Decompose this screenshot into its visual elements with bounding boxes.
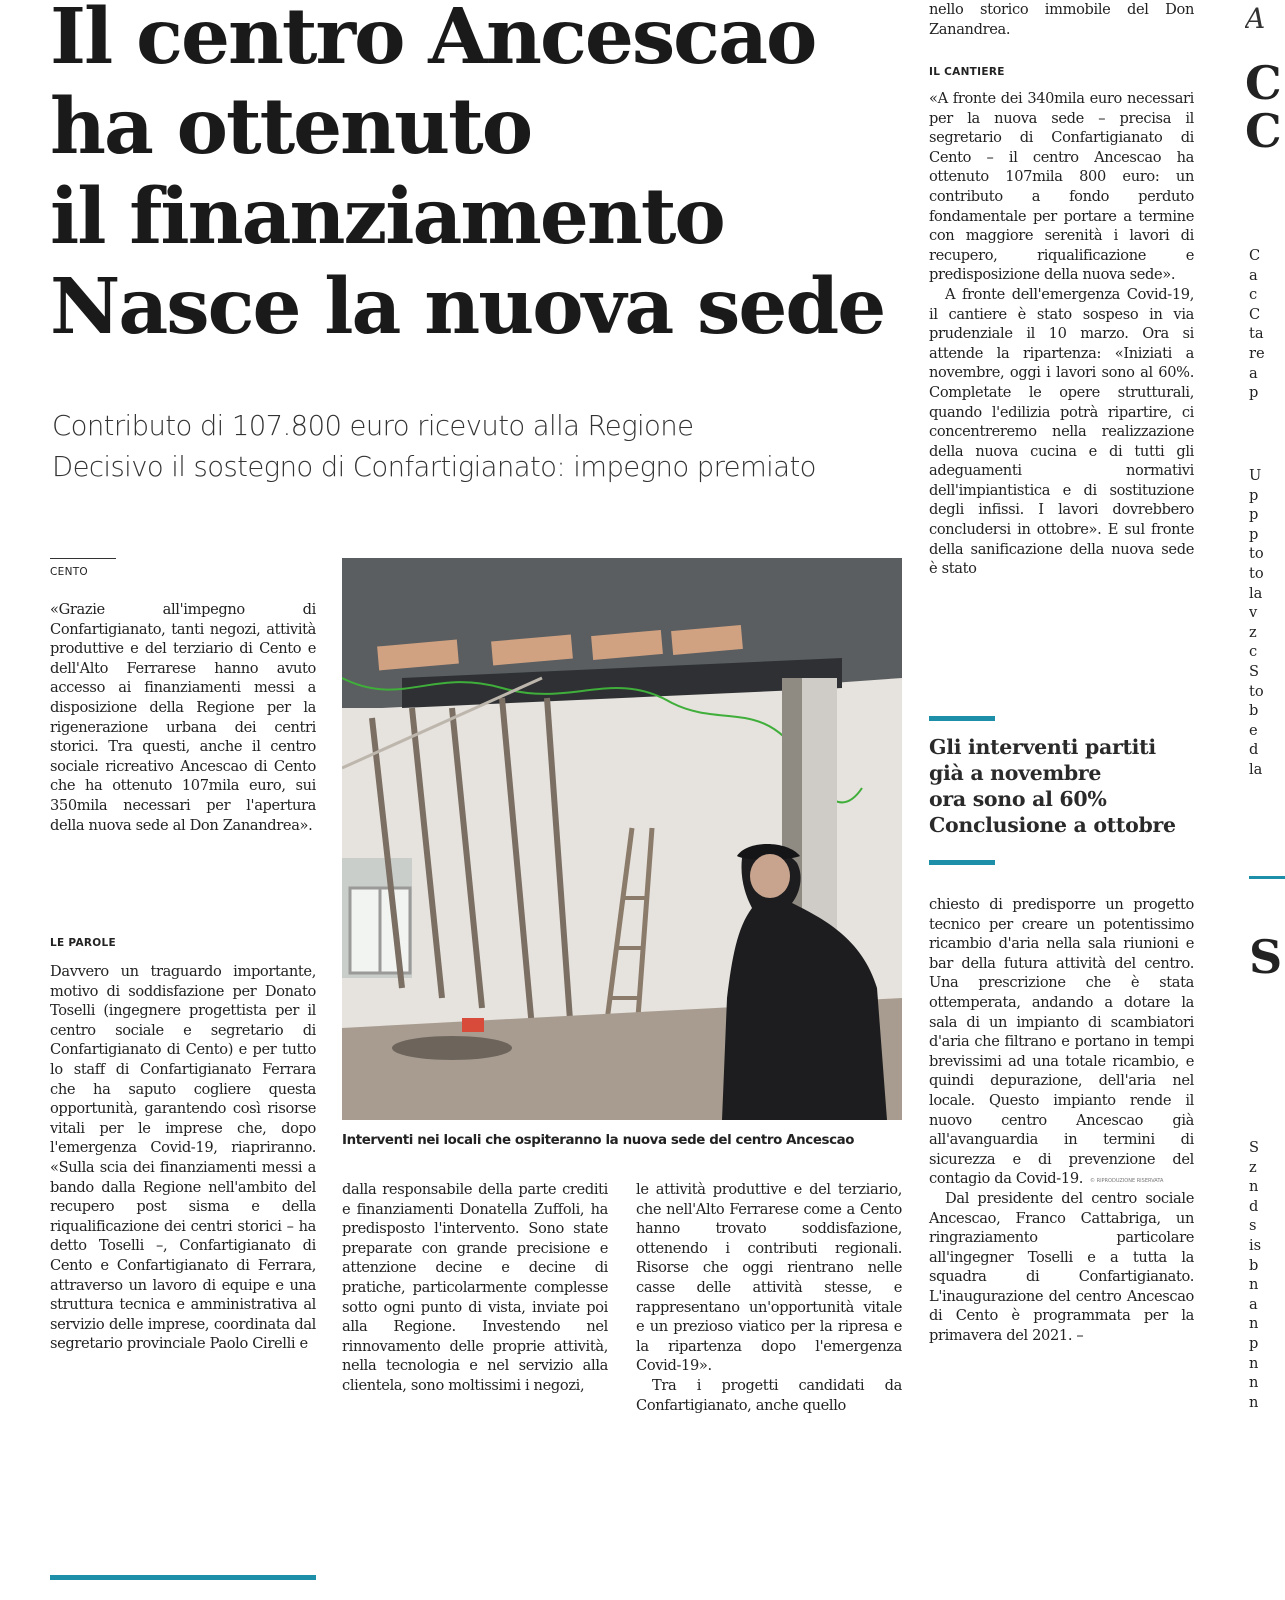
lead-paragraph: «Grazie all'impegno di Confartigianato, tanti negozi, attività produttive e del terziario di Cento e dell'Alto Ferrarese hanno avuto accesso ai finanziamenti messi a disposizione della Regione per la rigenerazione urbana dei centri storici. Tra questi, anche il centro sociale ricreativo Ancescao di Cento che ha ottenuto 107mila euro, sui 350mila necessari per l'apertura della nuova sede al Don Zanandrea». (50, 601, 316, 834)
copyright-credit: © RIPRODUZIONE RISERVATA (1090, 1178, 1164, 1184)
headline-line: Nasce la nuova sede (50, 262, 885, 352)
body-paragraph: nello storico immobile del Don Zanandrea. (929, 1, 1194, 38)
dateline: CENTO (50, 566, 88, 578)
pull-quote-rule-bottom (929, 860, 995, 865)
headline (50, 0, 920, 352)
pull-quote (929, 734, 1199, 838)
pull-quote-line: Gli interventi partiti (929, 735, 1156, 759)
headline-line: il finanziamento (50, 172, 724, 262)
neighbor-headline-fragment: C (1245, 104, 1282, 158)
section-kicker-il-cantiere: IL CANTIERE (929, 66, 1005, 78)
neighbor-column-fragment-b: U p p p to to la v z c S to b e d la (1249, 467, 1264, 778)
neighbor-headline-fragment: S (1249, 930, 1283, 984)
pull-quote-line: ora sono al 60% (929, 787, 1107, 811)
neighbor-column-fragment-a: C a c C ta re a p (1249, 247, 1265, 402)
neighbor-rule (1249, 876, 1285, 879)
body-paragraph: «A fronte dei 340mila euro necessari per la nuova sede – precisa il segretario di Confartigianato di Cento – il centro Ancescao ha ottenuto 107mila 800 euro: un contributo a fondo perduto fondamentale per portare a termine con maggiore serenità i lavori di recupero, riqualificazione e predisposizione della nuova sede». (929, 90, 1194, 284)
pull-quote-rule-top (929, 716, 995, 721)
body-paragraph: Dal presidente del centro sociale Ancescao, Franco Cattabriga, un ringraziamento particolare all'ingegner Toselli e a tutta la squadra di Confartigianato. L'inaugurazione del centro Ancescao di Cento è programmata per la primavera del 2021. – (929, 1189, 1194, 1345)
column-4-top (929, 0, 1194, 39)
subheadline-line: Decisivo il sostegno di Confartigianato: impegno premiato (52, 451, 816, 483)
body-paragraph: Tra i progetti candidati da Confartigianato, anche quello (636, 1376, 902, 1414)
column-3 (636, 1180, 902, 1415)
dateline-rule (50, 558, 116, 559)
article-photo (342, 558, 902, 1120)
column-2 (342, 1180, 608, 1396)
section-kicker-le-parole: LE PAROLE (50, 937, 116, 949)
neighbor-column-fragment-c: S z n d s is b n a n p n n n (1249, 1139, 1262, 1411)
body-paragraph: Davvero un traguardo importante, motivo di soddisfazione per Donato Toselli (ingegnere progettista per il centro sociale e segretario di Confartigianato di Cento) e per tutto lo staff di Confartigianato Ferrara che ha saputo cogliere questa opportunità, garantendo così risorse vitali per le imprese che, dopo l'emergenza Covid-19, riapriranno. «Sulla scia dei finanziamenti messi a bando dalla Regione nell'ambito del recupero post sisma e della riqualificazione dei centri storici – ha detto Toselli –, Confartigianato di Cento e Confartigianato di Ferrara, attraverso un lavoro di equipe e una struttura tecnica e amministrativa al servizio delle imprese, coordinata dal segretario provinciale Paolo Cirelli e (50, 963, 316, 1353)
neighbor-title-fragment: A (1245, 2, 1266, 35)
column-4-continued (929, 895, 1194, 1346)
headline-line: ha ottenuto (50, 82, 532, 172)
subheadline-line: Contributo di 107.800 euro ricevuto alla Regione (52, 410, 694, 442)
headline-line: Il centro Ancescao (50, 0, 816, 82)
bottom-accent-rule (50, 1575, 316, 1580)
neighbor-article-edge (1245, 0, 1285, 1600)
column-4 (929, 89, 1194, 579)
column-1-body (50, 962, 316, 1354)
subheadline (52, 406, 912, 488)
pull-quote-line: già a novembre (929, 761, 1102, 785)
neighbor-headline-fragment: C (1245, 56, 1282, 110)
body-paragraph: chiesto di predisporre un progetto tecnico per creare un potentissimo ricambio d'aria nella sala riunioni e bar della futura attività del centro. Una prescrizione che è stata ottemperata, andando a dotare la sala di un impianto di scambiatori d'aria che filtrano e portano in tempi brevissimi ad una totale ricambio, e quindi depurazione, dell'aria nel locale. Questo impianto rende il nuovo centro Ancescao già all'avanguardia in termini di sicurezza e di prevenzione del contagio da Covid-19. (929, 896, 1194, 1188)
body-paragraph: le attività produttive e del terziario, che nell'Alto Ferrarese come a Cento hanno trovato soddisfazione, ottenendo i contributi regionali. Risorse che oggi rientrano nelle casse delle attività stesse, e rappresentano un'opportunità vitale e un prezioso viatico per la ripresa e la ripartenza dopo l'emergenza Covid-19». (636, 1181, 902, 1375)
photo-caption: Interventi nei locali che ospiteranno la nuova sede del centro Ancescao (342, 1133, 855, 1148)
pull-quote-line: Conclusione a ottobre (929, 813, 1176, 837)
body-paragraph: dalla responsabile della parte crediti e finanziamenti Donatella Zuffoli, ha predisposto l'intervento. Sono state preparate con grande precisione e attenzione decine e decine di pratiche, particolarmente complesse sotto ogni punto di vista, inviate poi alla Regione. Investendo nel rinnovamento delle proprie attività, nella tecnologia e nel servizio alla clientela, sono moltissimi i negozi, (342, 1181, 608, 1394)
construction-photo-illustration (342, 558, 902, 1120)
body-paragraph: A fronte dell'emergenza Covid-19, il cantiere è stato sospeso in via prudenziale il 10 marzo. Ora si attende la ripartenza: «Iniziati a novembre, oggi i lavori sono al 60%. Completate le opere strutturali, quando l'edilizia potrà ripartire, ci concentreremo nella realizzazione della nuova cucina e di tutti gli adeguamenti normativi dell'impiantistica e di sostituzione degli infissi. I lavori dovrebbero concludersi in ottobre». E sul fronte della sanificazione della nuova sede è stato (929, 285, 1194, 578)
column-1 (50, 600, 316, 835)
